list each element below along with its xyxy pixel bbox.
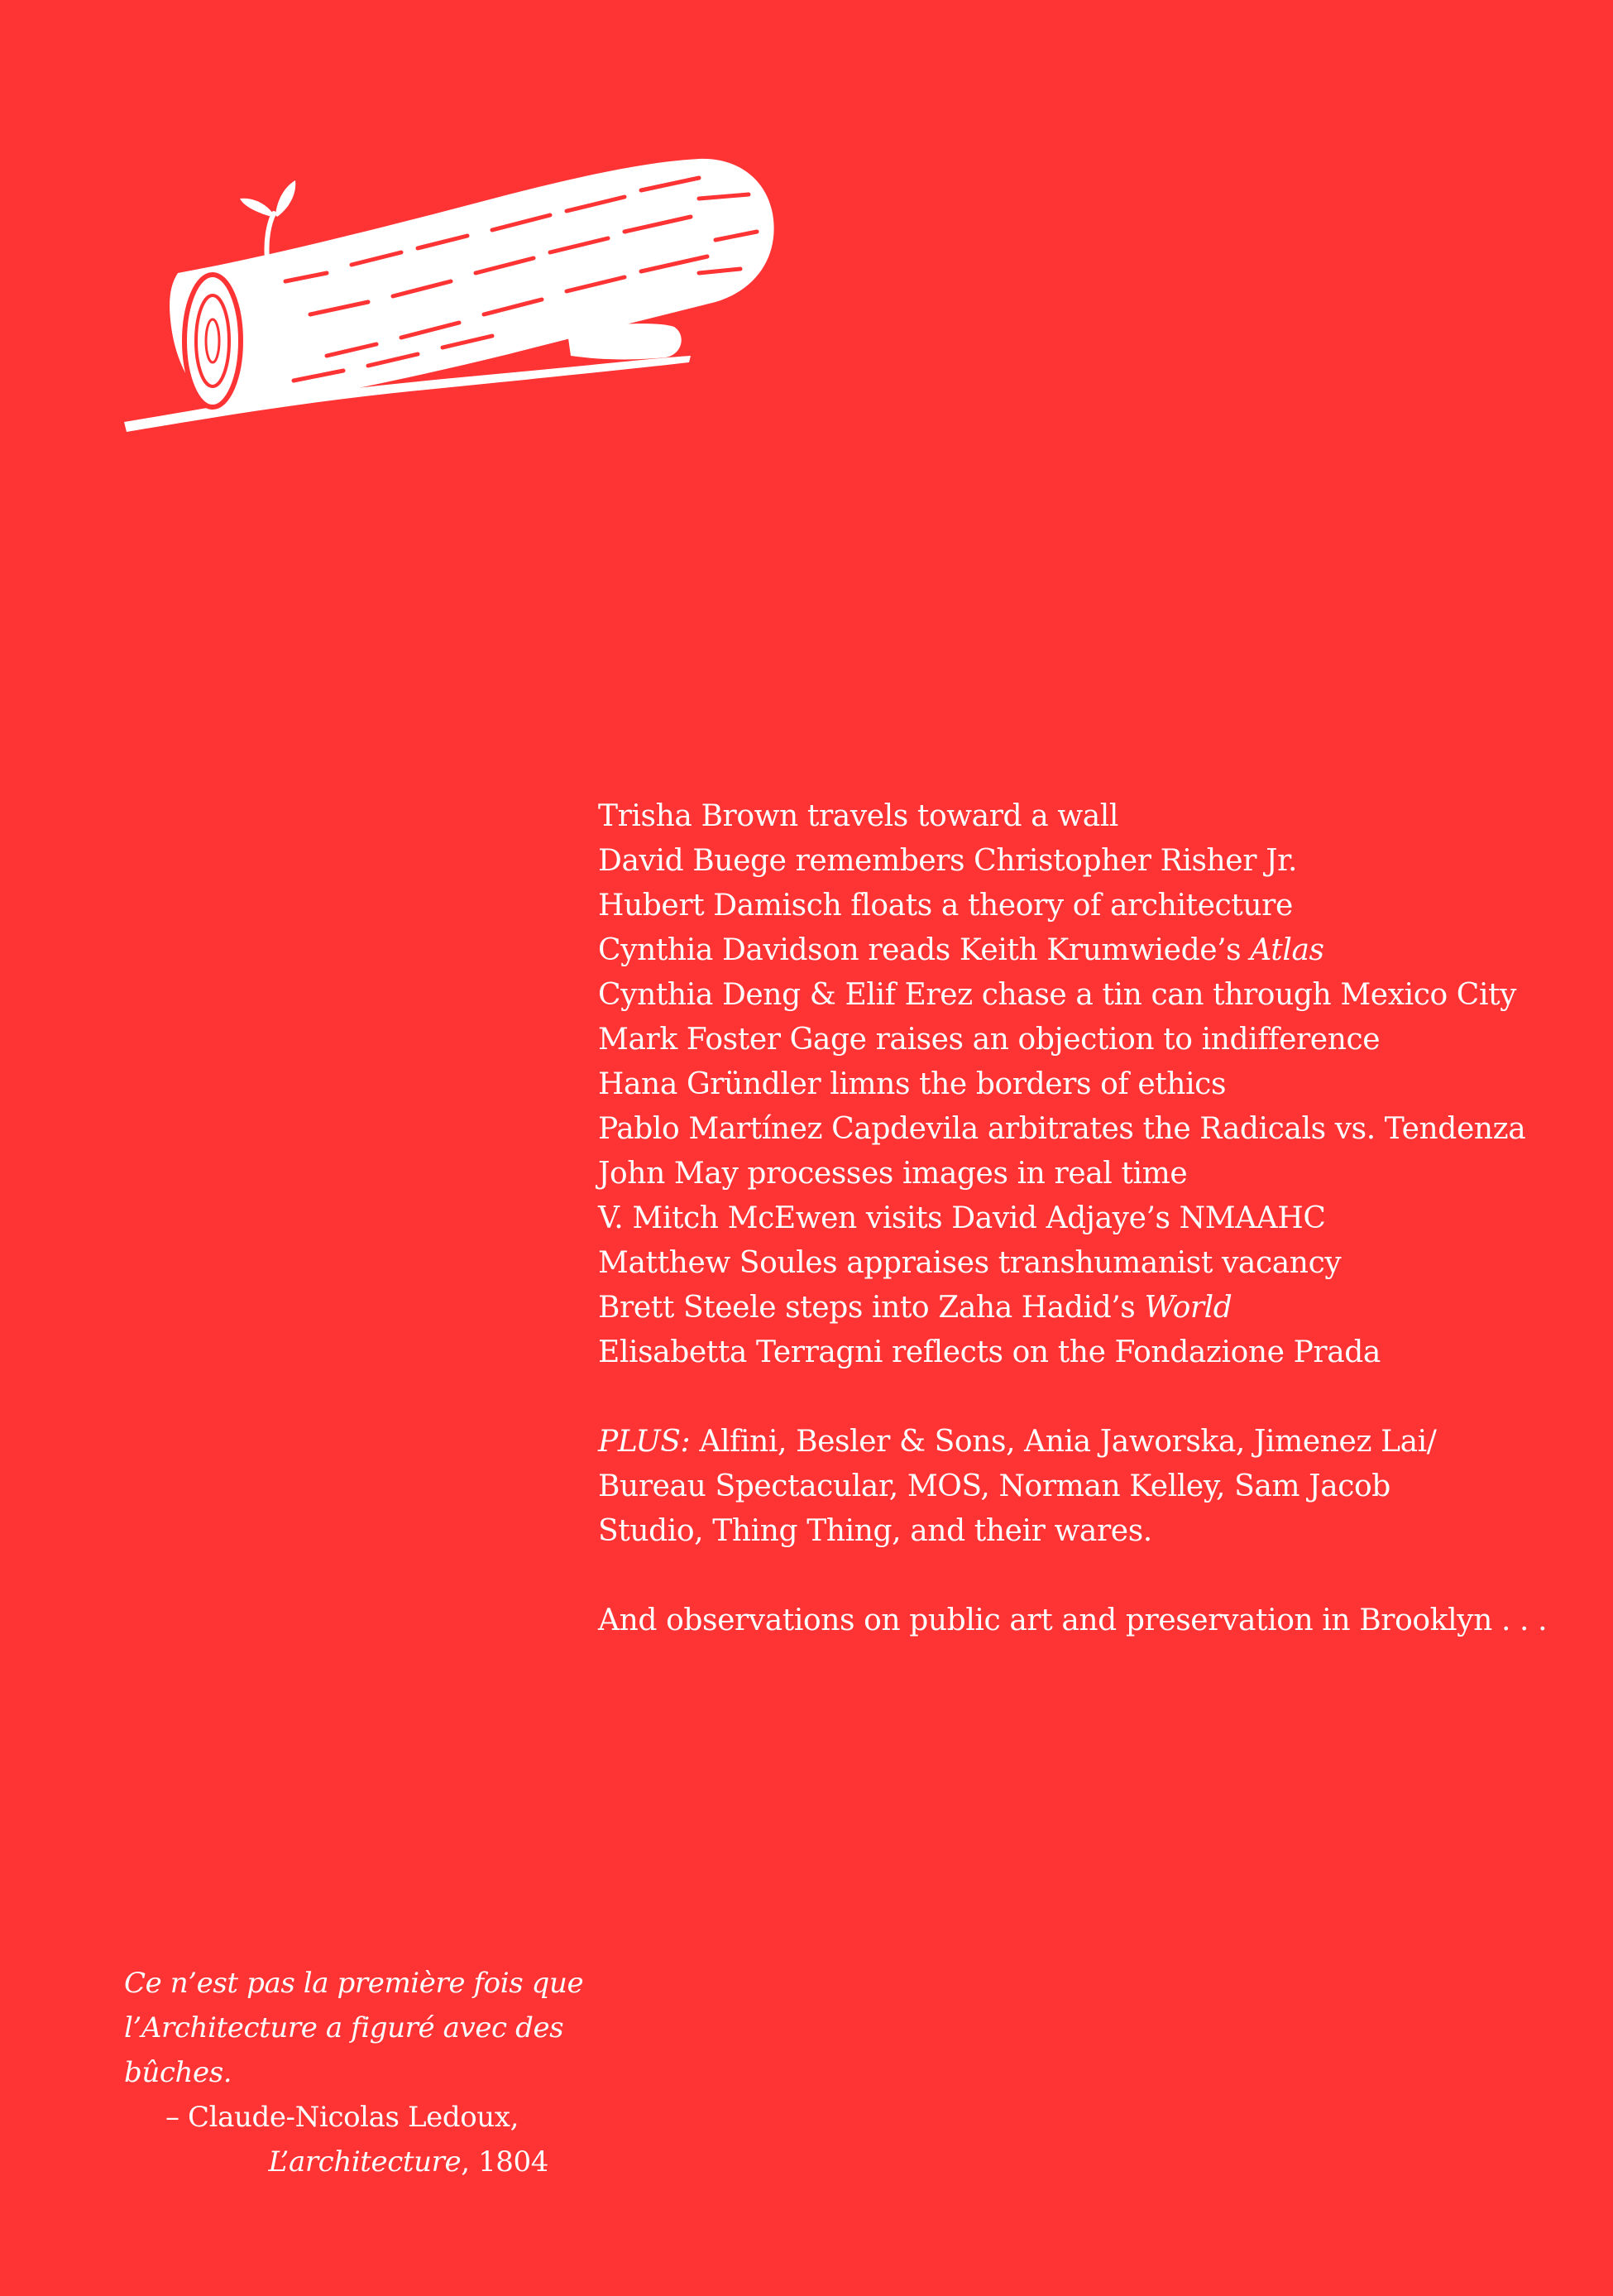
contents-list bbox=[598, 794, 1574, 1643]
log-with-sprout-icon bbox=[120, 149, 782, 447]
quote-line: l’Architecture a figuré avec des bbox=[124, 2011, 564, 2044]
closing-line: And observations on public art and preservation in Brooklyn . . . bbox=[598, 1603, 1548, 1637]
contents-item-italic: World bbox=[1144, 1291, 1232, 1325]
plus-line: Studio, Thing Thing, and their wares. bbox=[598, 1514, 1152, 1548]
epigraph bbox=[124, 1961, 584, 2184]
contents-item: Hubert Damisch floats a theory of architecture bbox=[598, 889, 1293, 923]
contents-item: Elisabetta Terragni reflects on the Fondazione Prada bbox=[598, 1335, 1381, 1369]
contents-item: Matthew Soules appraises transhumanist vacancy bbox=[598, 1246, 1342, 1280]
plus-label: PLUS: bbox=[598, 1425, 691, 1459]
contents-item-italic: Atlas bbox=[1250, 933, 1324, 967]
contents-item: John May processes images in real time bbox=[598, 1157, 1188, 1191]
plus-line: Bureau Spectacular, MOS, Norman Kelley, Sam Jacob bbox=[598, 1469, 1390, 1503]
contents-item: Cynthia Deng & Elif Erez chase a tin can through Mexico City bbox=[598, 978, 1517, 1012]
contents-item: Pablo Martínez Capdevila arbitrates the Radicals vs. Tendenza bbox=[598, 1112, 1526, 1146]
quote-line: Ce n’est pas la première fois que bbox=[124, 1967, 584, 2000]
contents-item: David Buege remembers Christopher Risher Jr. bbox=[598, 844, 1297, 878]
contents-item: Cynthia Davidson reads Keith Krumwiede’s Atlas bbox=[598, 933, 1324, 967]
contents-item: Brett Steele steps into Zaha Hadid’s World bbox=[598, 1291, 1232, 1325]
quote-source bbox=[124, 2140, 554, 2184]
plus-line: PLUS: Alfini, Besler & Sons, Ania Jaworska, Jimenez Lai/ bbox=[598, 1425, 1437, 1459]
contents-item: Trisha Brown travels toward a wall bbox=[598, 799, 1119, 833]
plus-paragraph bbox=[598, 1420, 1574, 1554]
spacer bbox=[598, 1554, 1574, 1599]
quote-line: bûches. bbox=[124, 2056, 232, 2089]
contents-item: Hana Gründler limns the borders of ethics bbox=[598, 1067, 1227, 1101]
quote-source-year: , 1804 bbox=[461, 2145, 548, 2179]
quote-source-title: L’architecture bbox=[268, 2145, 462, 2179]
contents-item: V. Mitch McEwen visits David Adjaye’s NMAAHC bbox=[598, 1201, 1326, 1235]
spacer bbox=[598, 1375, 1574, 1420]
quote-author: – Claude-Nicolas Ledoux, bbox=[165, 2101, 519, 2134]
contents-item: Mark Foster Gage raises an objection to indifference bbox=[598, 1023, 1381, 1057]
